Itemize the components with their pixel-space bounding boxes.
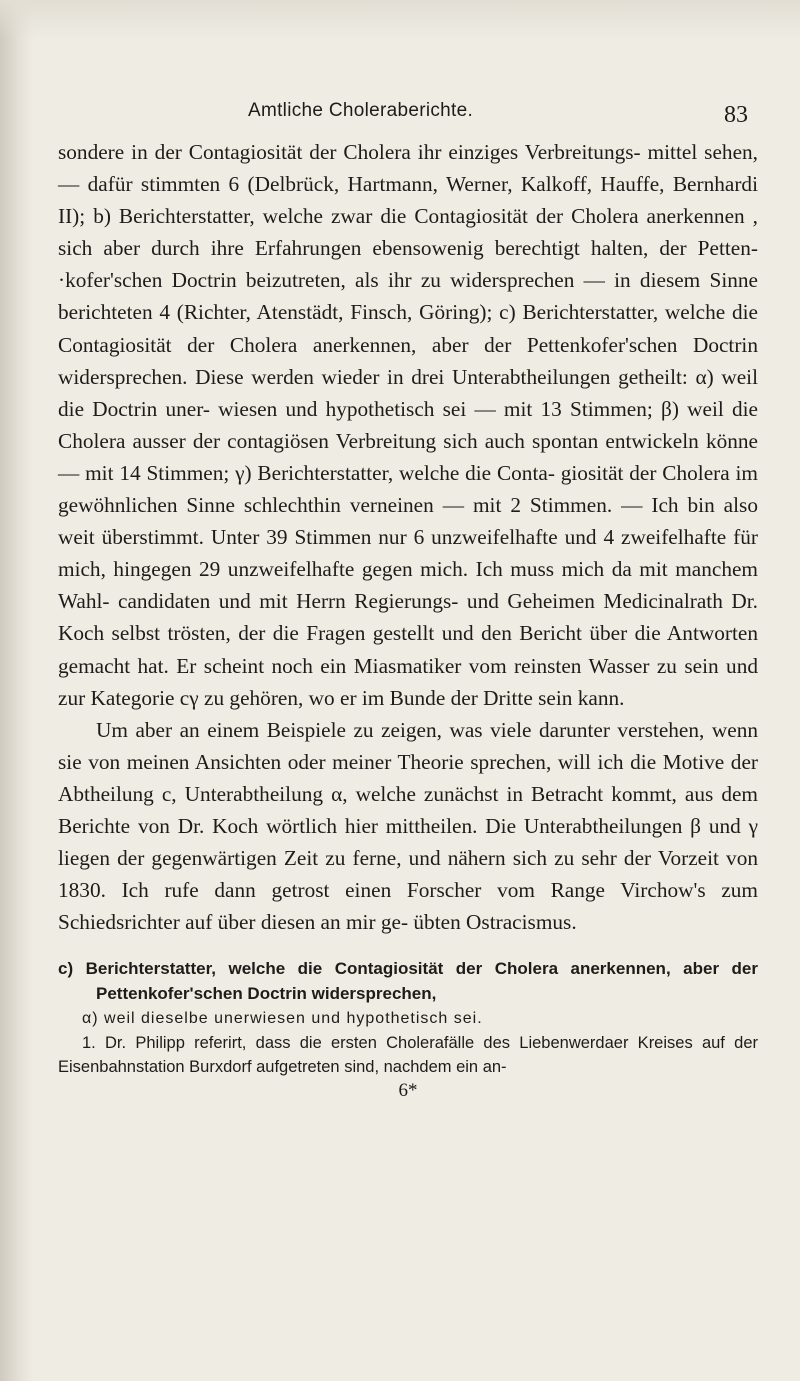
footnote-heading: c) Berichterstatter, welche die Contagiosität der Cholera anerkennen, aber der Pettenkofer'schen Doctrin widersprechen, [58,959,758,1004]
page-header [58,100,758,136]
body-paragraph-1: sondere in der Contagiosität der Cholera ihr einziges Verbreitungs- mittel sehen, — dafür stimmten 6 (Delbrück, Hartmann, Werner, Kalkoff, Hauffe, Bernhardi II); b) Berichterstatter, welche zwar die Contagiosität der Cholera anerkennen , sich aber durch ihre Erfahrungen ebensowenig berechtigt halten, der Petten- ·kofer'schen Doctrin beizutreten, als ihr zu widersprechen — in diesem Sinne berichteten 4 (Richter, Atenstädt, Finsch, Göring); c) Berichterstatter, welche die Contagiosität der Cholera anerkennen, aber der Pettenkofer'schen Doctrin widersprechen. Diese werden wieder in drei Unterabtheilungen getheilt: α) weil die Doctrin uner- wiesen und hypothetisch sei — mit 13 Stimmen; β) weil die Cholera ausser der contagiösen Verbreitung sich auch spontan entwickeln könne — mit 14 Stimmen; γ) Berichterstatter, welche die Conta- giosität der Cholera im gewöhnlichen Sinne schlechthin verneinen — mit 2 Stimmen. — Ich bin also weit überstimmt. Unter 39 Stimmen nur 6 unzweifelhafte und 4 zweifelhafte für mich, hingegen 29 unzweifelhafte gegen mich. Ich muss mich da mit manchem Wahl- candidaten und mit Herrn Regierungs- und Geheimen Medicinalrath Dr. Koch selbst trösten, der die Fragen gestellt und den Bericht über die Antworten gemacht hat. Er scheint noch ein Miasmatiker vom reinsten Wasser zu sein und zur Kategorie cγ zu gehören, wo er im Bunde der Dritte sein kann. [58,140,758,710]
page-content [58,100,758,1103]
footnote-block [58,956,758,1103]
footnote-subheading: α) weil dieselbe unerwiesen und hypothetisch sei. [82,1010,483,1028]
page-top-shadow [0,0,800,40]
running-title: Amtliche Choleraberichte. [248,100,474,121]
signature-mark: 6* [398,1080,418,1102]
body-paragraph-2: Um aber an einem Beispiele zu zeigen, was viele darunter verstehen, wenn sie von meinen Ansichten oder meiner Theorie sprechen, will ich die Motive der Abtheilung c, Unterabtheilung α, welche zunächst in Betracht kommt, aus dem Berichte von Dr. Koch wörtlich hier mittheilen. Die Unterabtheilungen β und γ liegen der gegenwärtigen Zeit zu ferne, und nähern sich zu sehr der Vorzeit von 1830. Ich rufe dann getrost einen Forscher vom Range Virchow's zum Schiedsrichter auf über diesen an mir ge- übten Ostracismus. [58,717,758,935]
page-number: 83 [724,102,748,128]
footnote-entry: 1. Dr. Philipp referirt, dass die ersten Cholerafälle des Liebenwerdaer Kreises auf der Eisenbahnstation Burxdorf aufgetreten sind, nachdem ein an- [58,1034,758,1077]
page-edge-shadow [0,0,34,1381]
